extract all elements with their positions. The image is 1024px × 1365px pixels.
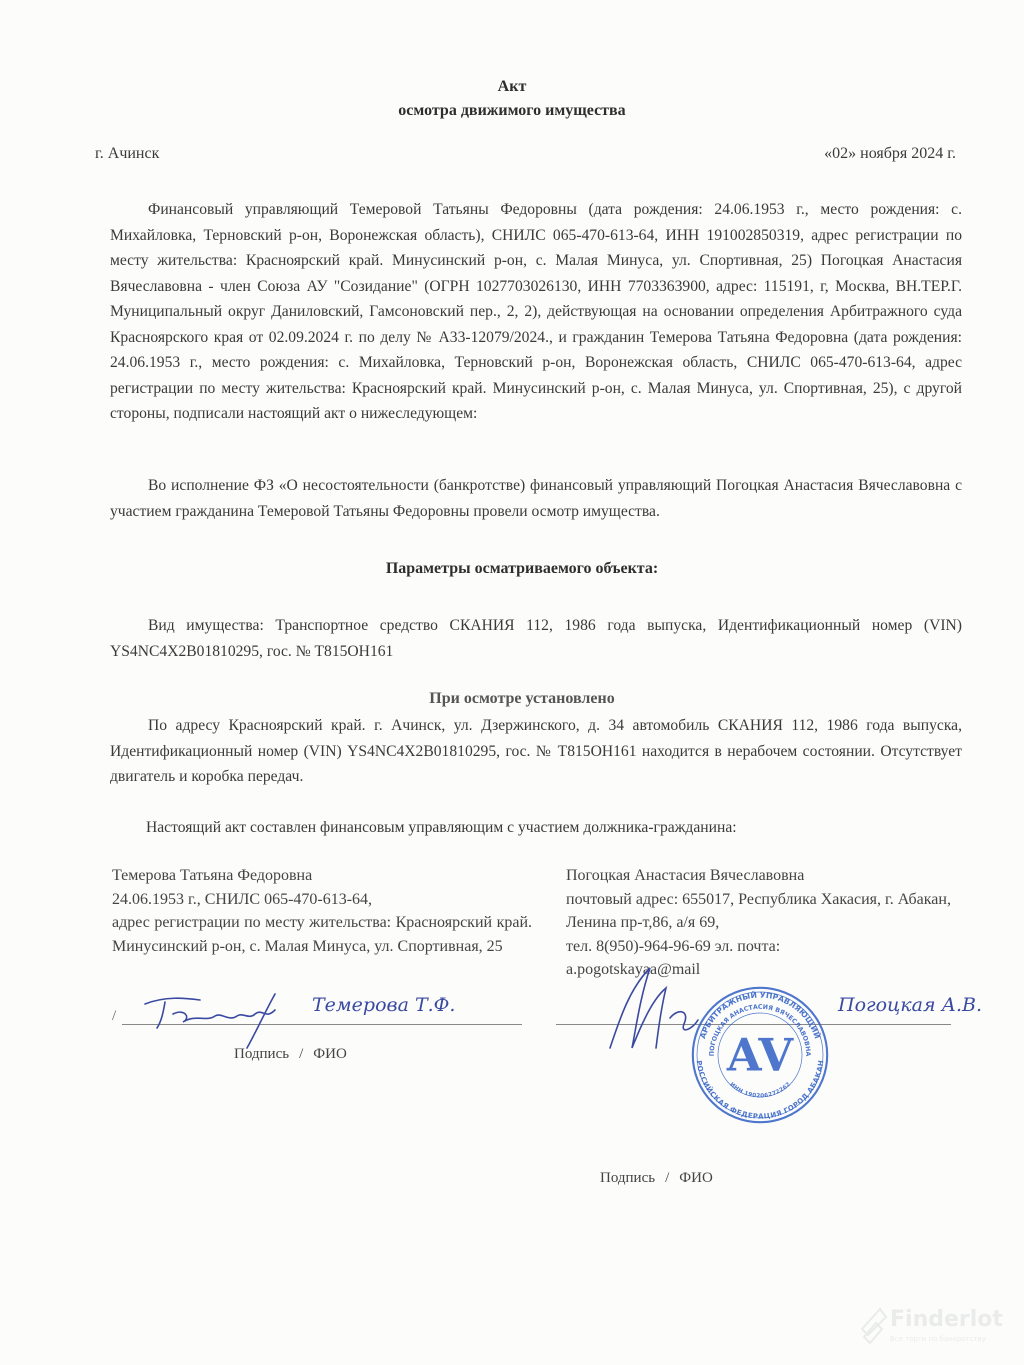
- stamp-outer-text: АРБИТРАЖНЫЙ УПРАВЛЯЮЩИЙ: [698, 990, 822, 1040]
- document-title-block: [0, 75, 1024, 123]
- manager-phone: тел. 8(950)-964-96-69 эл. почта:: [566, 937, 781, 955]
- document-title: Акт: [497, 78, 527, 95]
- params-heading: Параметры осматриваемого объекта:: [385, 560, 659, 577]
- debtor-birth-snils: 24.06.1953 г., СНИЛС 065-470-613-64,: [112, 890, 373, 908]
- fz-paragraph: Во исполнение ФЗ «О несостоятельности (банкротстве) финансовый управляющий Погоцкая Анастасия Вячеславовна с участием гражданина Темеровой Татьяны Федоровны провели осмотр имущества.: [110, 477, 962, 520]
- manager-signature: [560, 958, 710, 1058]
- watermark-tagline: Все торги по банкротству: [890, 1335, 986, 1343]
- document-place: г. Ачинск: [95, 145, 160, 162]
- debtor-signature: [125, 990, 295, 1050]
- manager-name: Погоцкая Анастасия Вячеславовна: [566, 867, 805, 884]
- stamp-monogram: AV: [726, 1028, 794, 1082]
- manager-signature-name: Погоцкая А.В.: [838, 994, 983, 1016]
- findings-heading: При осмотре установлено: [429, 690, 615, 707]
- compiled-statement: Настоящий акт составлен финансовым управляющим с участием должника-гражданина:: [146, 819, 737, 836]
- signature-slash: /: [112, 1008, 117, 1024]
- manager-postal-address: почтовый адрес: 655017, Республика Хакасия, г. Абакан, Ленина пр-т,86, а/я 69,: [566, 890, 951, 931]
- debtor-name: Темерова Татьяна Федоровна: [112, 867, 313, 884]
- official-stamp: [690, 955, 830, 1155]
- property-description: Вид имущества: Транспортное средство СКАНИЯ 112, 1986 года выпуска, Идентификационный номер (VIN) YS4NC4X2B01810295, гос. № Т815ОН161: [110, 617, 962, 660]
- watermark-brand: Finderlot: [890, 1307, 1003, 1332]
- stamp-inn-text: ИНН 190206272262: [728, 1081, 792, 1100]
- findings-paragraph: По адресу Красноярский край. г. Ачинск, ул. Дзержинского, д. 34 автомобиль СКАНИЯ 112, 1986 года выпуска, Идентификационный номер (VIN) YS4NC4X2B01810295, гос. № Т815ОН161 находится в нерабочем состоянии. Отсутствует двигатель и коробка передач.: [110, 717, 962, 785]
- debtor-address: адрес регистрации по месту жительства: Красноярский край. Минусинский р-он, с. Малая Минуса, ул. Спортивная, 25: [112, 914, 532, 955]
- debtor-caption-separator: /: [299, 1046, 304, 1062]
- stamp-bottom-text: РОССИЙСКАЯ ФЕДЕРАЦИЯ ГОРОД АБАКАН: [694, 1059, 826, 1121]
- finderlot-watermark: [858, 1305, 1018, 1355]
- manager-caption-signature: Подпись: [600, 1170, 656, 1186]
- debtor-signature-caption: [234, 1046, 347, 1063]
- manager-email: a.pogotskayaa@mail: [566, 961, 701, 978]
- document-subtitle: осмотра движимого имущества: [398, 102, 626, 119]
- debtor-caption-fio: ФИО: [313, 1046, 347, 1062]
- debtor-details: [112, 864, 532, 958]
- document-date: «02» ноября 2024 г.: [824, 145, 956, 162]
- intro-paragraph: Финансовый управляющий Темеровой Татьяны Федоровны (дата рождения: 24.06.1953 г., место рождения: с. Михайловка, Терновский р-он, Воронежская область), СНИЛС 065-470-613-64, ИНН 191002850319, адрес регистрации по месту жительства: Красноярский край. Минусинский р-он, с. Малая Минуса, ул. Спортивная, 25) Погоцкая Анастасия Вячеславовна - член Союза АУ "Созидание" (ОГРН 1027703026130, ИНН 7703363900, адрес: 115191, г, Москва, ВН.ТЕР.Г. Муниципальный округ Даниловский, Гамсоновский пер., 2, 2), действующая на основании определения Арбитражного суда Красноярского края от 02.09.2024 г. по делу № А33-12079/2024., и гражданин Темерова Татьяна Федоровна (дата рождения: 24.06.1953 г., место рождения: с. Михайловка, Терновский р-он, Воронежская область, СНИЛС 065-470-613-64, адрес регистрации по месту жительства: Красноярский край. Минусинский р-он, с. Малая Минуса, ул. Спортивная, 25), с другой стороны, подписали настоящий акт о нижеследующем:: [110, 201, 962, 422]
- manager-caption-fio: ФИО: [679, 1170, 713, 1186]
- manager-signature-caption: [600, 1170, 713, 1187]
- debtor-caption-signature: Подпись: [234, 1046, 290, 1062]
- finderlot-logo-icon: [858, 1307, 888, 1351]
- stamp-inner-text: ПОГОЦКАЯ АНАСТАСИЯ ВЯЧЕСЛАВОВНА: [708, 1003, 812, 1057]
- debtor-signature-name: Темерова Т.Ф.: [312, 994, 456, 1016]
- manager-caption-separator: /: [665, 1170, 670, 1186]
